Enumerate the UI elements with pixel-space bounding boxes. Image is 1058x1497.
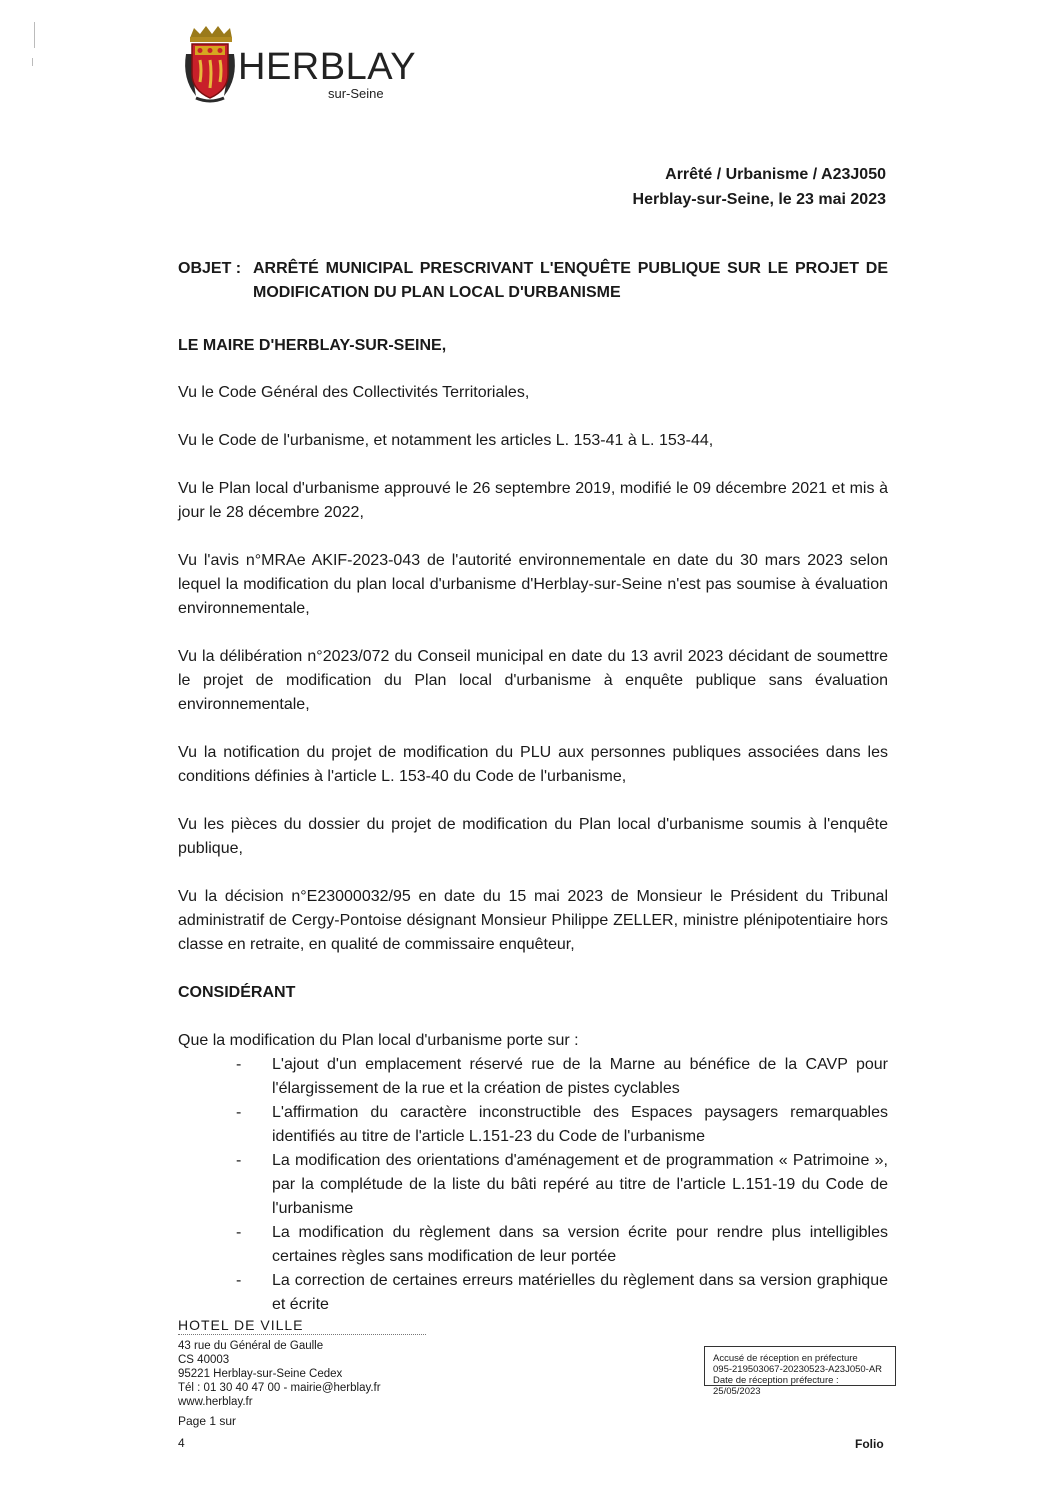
- vu-paragraph: Vu le Code de l'urbanisme, et notamment les articles L. 153-41 à L. 153-44,: [178, 432, 714, 449]
- herblay-logo: [182, 24, 422, 104]
- vu-paragraph: Vu les pièces du dossier du projet de modification du Plan local d'urbanisme soumis à l'enquête publique,: [178, 816, 888, 857]
- address-line: 43 rue du Général de Gaulle: [178, 1340, 324, 1352]
- list-item: - La modification du règlement dans sa version écrite pour rendre plus intelligibles certaines règles sans modification de leur portée: [236, 1224, 888, 1265]
- page-total: 4: [178, 1436, 185, 1450]
- objet-label: OBJET :: [178, 260, 242, 277]
- objet-line-1: ARRÊTÉ MUNICIPAL PRESCRIVANT L'ENQUÊTE PUBLIQUE SUR LE PROJET DE: [253, 260, 888, 277]
- margin-mark: [34, 22, 35, 48]
- stamp-line: 095-219503067-20230523-A23J050-AR: [713, 1364, 883, 1375]
- vu-paragraph: Vu le Code Général des Collectivités Territoriales,: [178, 384, 530, 401]
- website-link[interactable]: www.herblay.fr: [178, 1396, 253, 1408]
- maire-heading: LE MAIRE D'HERBLAY-SUR-SEINE,: [178, 337, 447, 354]
- arrete-reference: Arrêté / Urbanisme / A23J050: [665, 166, 886, 183]
- vu-paragraph: Vu l'avis n°MRAe AKIF-2023-043 de l'autorité environnementale en date du 30 mars 2023 selon lequel la modification du plan local d'urbanisme d'Herblay-sur-Seine n'est pas soumise à évaluation environnementale,: [178, 552, 888, 617]
- vu-paragraph: Vu la décision n°E23000032/95 en date du 15 mai 2023 de Monsieur le Président du Tribunal administratif de Cergy-Pontoise désignant Monsieur Philippe ZELLER, ministre plénipotentiaire hors classe en retraite, en qualité de commissaire enquêteur,: [178, 888, 888, 953]
- list-item: - L'ajout d'un emplacement réservé rue de la Marne au bénéfice de la CAVP pour l'élargissement de la rue et la création de pistes cyclables: [236, 1056, 888, 1097]
- margin-mark: [32, 58, 33, 66]
- address-line: 95221 Herblay-sur-Seine Cedex: [178, 1368, 343, 1380]
- footer-divider: [178, 1334, 426, 1335]
- considerant-intro: Que la modification du Plan local d'urbanisme porte sur :: [178, 1032, 579, 1049]
- stamp-line: Date de réception préfecture : 25/05/2023: [713, 1375, 839, 1397]
- logo-subtitle: sur-Seine: [328, 86, 384, 101]
- list-item: - La correction de certaines erreurs matérielles du règlement dans sa version graphique et écrite: [236, 1272, 888, 1313]
- objet-line-2: MODIFICATION DU PLAN LOCAL D'URBANISME: [253, 284, 621, 301]
- logo-name: HERBLAY: [238, 46, 417, 88]
- coat-of-arms-icon: [182, 24, 238, 104]
- considerant-heading: CONSIDÉRANT: [178, 984, 296, 1001]
- folio-label: Folio: [855, 1437, 884, 1451]
- prefecture-receipt-stamp: [704, 1346, 896, 1397]
- modification-list: [236, 1053, 888, 1317]
- address-line: CS 40003: [178, 1354, 230, 1366]
- list-item: - L'affirmation du caractère inconstructible des Espaces paysagers remarquables identifiés au titre de l'article L.151-23 du Code de l'urbanisme: [236, 1104, 888, 1145]
- page-number: Page 1 sur: [178, 1414, 237, 1428]
- vu-paragraph: Vu le Plan local d'urbanisme approuvé le 26 septembre 2019, modifié le 09 décembre 2021 et mis à jour le 28 décembre 2022,: [178, 480, 888, 521]
- place-date: Herblay-sur-Seine, le 23 mai 2023: [632, 191, 886, 208]
- stamp-line: Accusé de réception en préfecture: [713, 1353, 858, 1364]
- address-line: Tél : 01 30 40 47 00 - mairie@herblay.fr: [178, 1382, 381, 1394]
- vu-paragraph: Vu la notification du projet de modification du PLU aux personnes publiques associées dans les conditions définies à l'article L. 153-40 du Code de l'urbanisme,: [178, 744, 888, 785]
- hotel-de-ville-label: HOTEL DE VILLE: [178, 1317, 304, 1333]
- list-item: - La modification des orientations d'aménagement et de programmation « Patrimoine », par la complétude de la liste du bâti repéré au titre de l'article L.151-19 du Code de l'urbanisme: [236, 1152, 888, 1217]
- vu-paragraph: Vu la délibération n°2023/072 du Conseil municipal en date du 13 avril 2023 décidant de soumettre le projet de modification du Plan local d'urbanisme à enquête publique sans évaluation environnementale,: [178, 648, 888, 713]
